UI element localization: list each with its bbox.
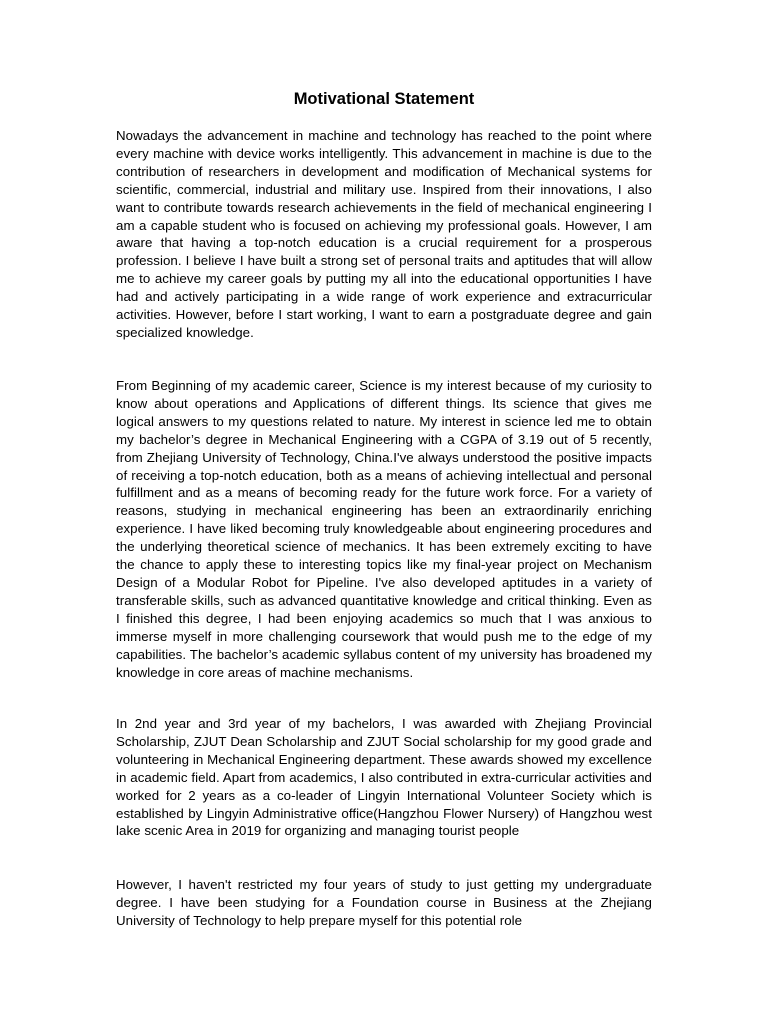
page-title: Motivational Statement [293,90,475,108]
paragraph-2: From Beginning of my academic career, Science is my interest because of my curiosity to know about operations and Applications of different things. Its science that gives me logical answers to my questions related to nature. My interest in science led me to obtain my bachelor’s degree in Mechanical Engineering with a CGPA of 3.19 out of 5 recently, from Zhejiang University of Technology, China.I've always understood the positive impacts of receiving a top-notch education, both as a means of achieving intellectual and personal fulfillment and as a means of becoming ready for the future work force. For a variety of reasons, studying in mechanical engineering has been an extraordinarily enriching experience. I have liked becoming truly knowledgeable about engineering procedures and the underlying theoretical science of mechanics. It has been extremely exciting to have the chance to apply these to interesting topics like my final-year project on Mechanism Design of a Modular Robot for Pipeline. I've also developed aptitudes in a variety of transferable skills, such as advanced quantitative knowledge and critical thinking. Even as I finished this degree, I had been enjoying academics so much that I was anxious to immerse myself in more challenging coursework that would push me to the edge of my capabilities. The bachelor’s academic syllabus content of my university has broadened my knowledge in core areas of machine mechanisms. [116,378,652,680]
paragraph-3: In 2nd year and 3rd year of my bachelors, I was awarded with Zhejiang Provincial Scholarship, ZJUT Dean Scholarship and ZJUT Social scholarship for my good grade and volunteering in Mechanical Engineering department. These awards showed my excellence in academic field. Apart from academics, I also contributed in extra-curricular activities and worked for 2 years as a co-leader of Lingyin International Volunteer Society which is established by Lingyin Administrative office(Hangzhou Flower Nursery) of Hangzhou west lake scenic Area in 2019 for organizing and managing tourist people [116,716,652,839]
paragraph-1: Nowadays the advancement in machine and technology has reached to the point where every machine with device works intelligently. This advancement in machine is due to the contribution of researchers in development and modification of Mechanical systems for scientific, commercial, industrial and military use. Inspired from their innovations, I also want to contribute towards research achievements in the field of mechanical engineering I am a capable student who is focused on achieving my professional goals. However, I am aware that having a top-notch education is a crucial requirement for a prosperous profession. I believe I have built a strong set of personal traits and aptitudes that will allow me to achieve my career goals by putting my all into the educational opportunities I have had and actively participating in a wide range of work experience and extracurricular activities. However, before I start working, I want to earn a postgraduate degree and gain specialized knowledge. [116,128,652,340]
paragraph-4: However, I haven't restricted my four years of study to just getting my undergraduate degree. I have been studying for a Foundation course in Business at the Zhejiang University of Technology to help prepare myself for this potential role [116,877,652,928]
